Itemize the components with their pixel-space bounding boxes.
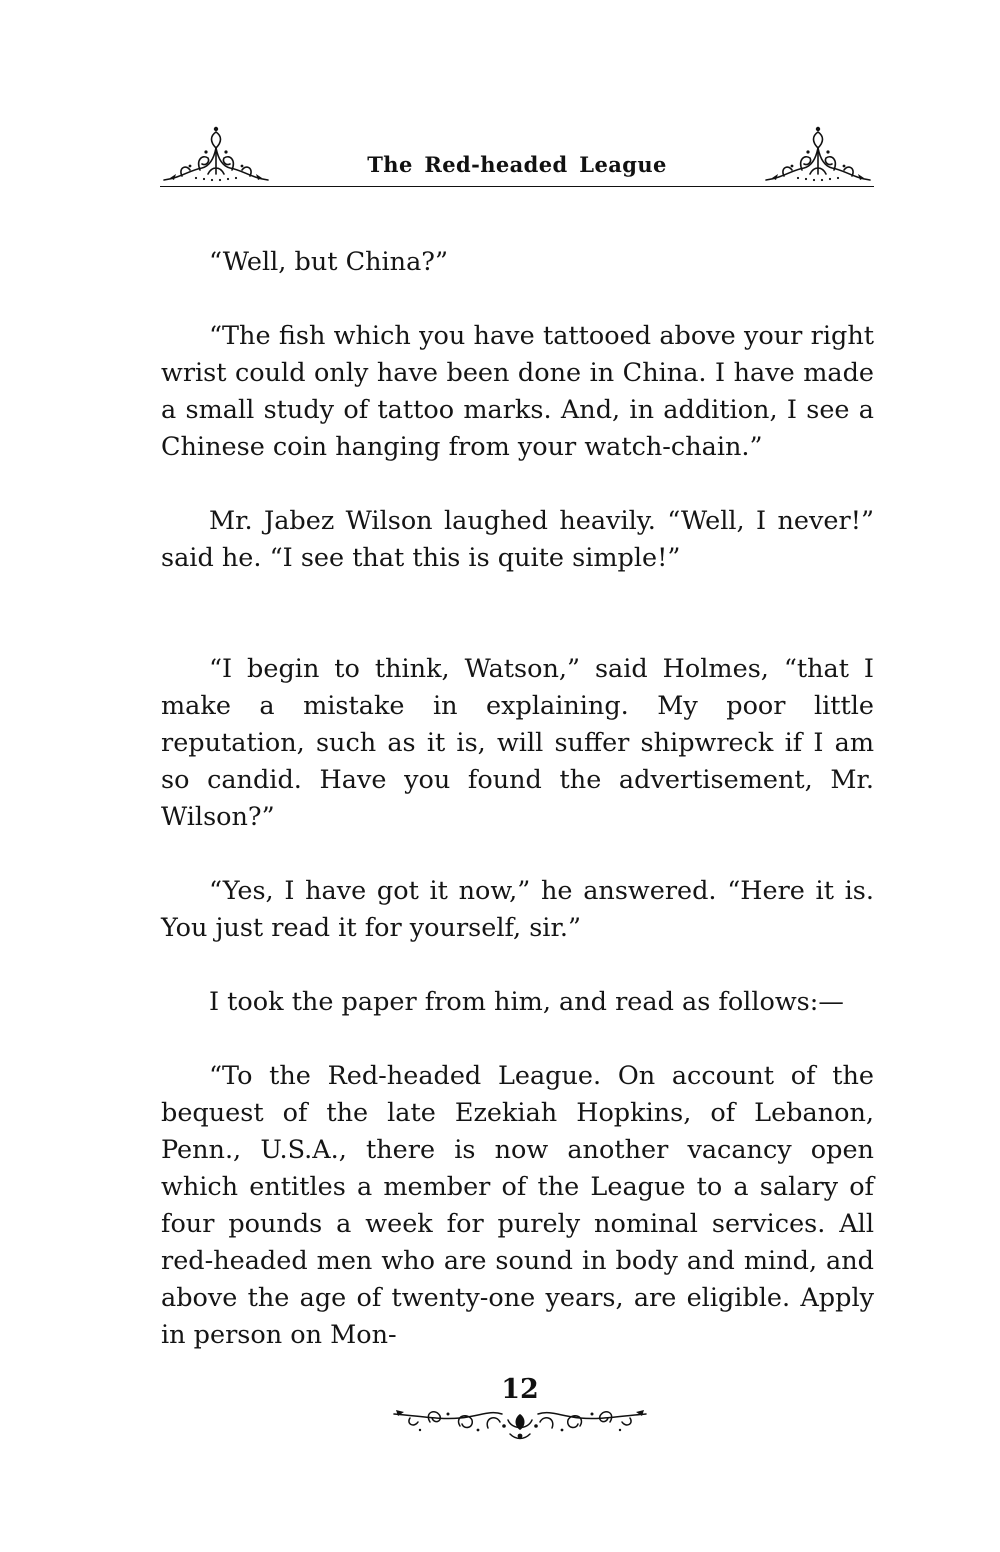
page-number: 12 <box>501 1374 539 1405</box>
paragraph: I took the paper from him, and read as follows:— <box>209 987 844 1017</box>
paragraph: “Well, but China?” <box>209 247 449 277</box>
paragraph: “I begin to think, Watson,” said Holmes, “that I make a mistake in explaining. My poor little reputation, such as it is, will suffer shipwreck if I am so candid. Have you found the advertisement, Mr. Wilson?” <box>161 654 874 832</box>
header-rule <box>160 186 874 187</box>
running-head-title: The Red-headed League <box>367 152 667 177</box>
paragraph: “Yes, I have got it now,” he answered. “Here it is. You just read it for yourself, sir.” <box>161 876 874 943</box>
paragraph: “The fish which you have tattooed above your right wrist could only have been done in China. I have made a small study of tattoo marks. And, in addition, I see a Chinese coin hanging from your watch-chain.” <box>161 321 874 462</box>
floral-scroll-ornament-icon <box>390 1400 650 1444</box>
page-footer <box>380 1370 660 1450</box>
paragraph: “To the Red-headed League. On account of the bequest of the late Ezekiah Hopkins, of Lebanon, Penn., U.S.A., there is now another vacancy open which entitles a member of the League to a salary of four pounds a week for purely nominal services. All red-headed men who are sound in body and mind, and above the age of twenty-one years, are eligible. Apply in person on Mon- <box>161 1061 874 1350</box>
running-head <box>160 126 874 188</box>
paragraph: Mr. Jabez Wilson laughed heavily. “Well, I never!” said he. “I see that this is quite simple!” <box>161 506 874 573</box>
floral-crown-ornament-right-icon <box>762 126 874 184</box>
